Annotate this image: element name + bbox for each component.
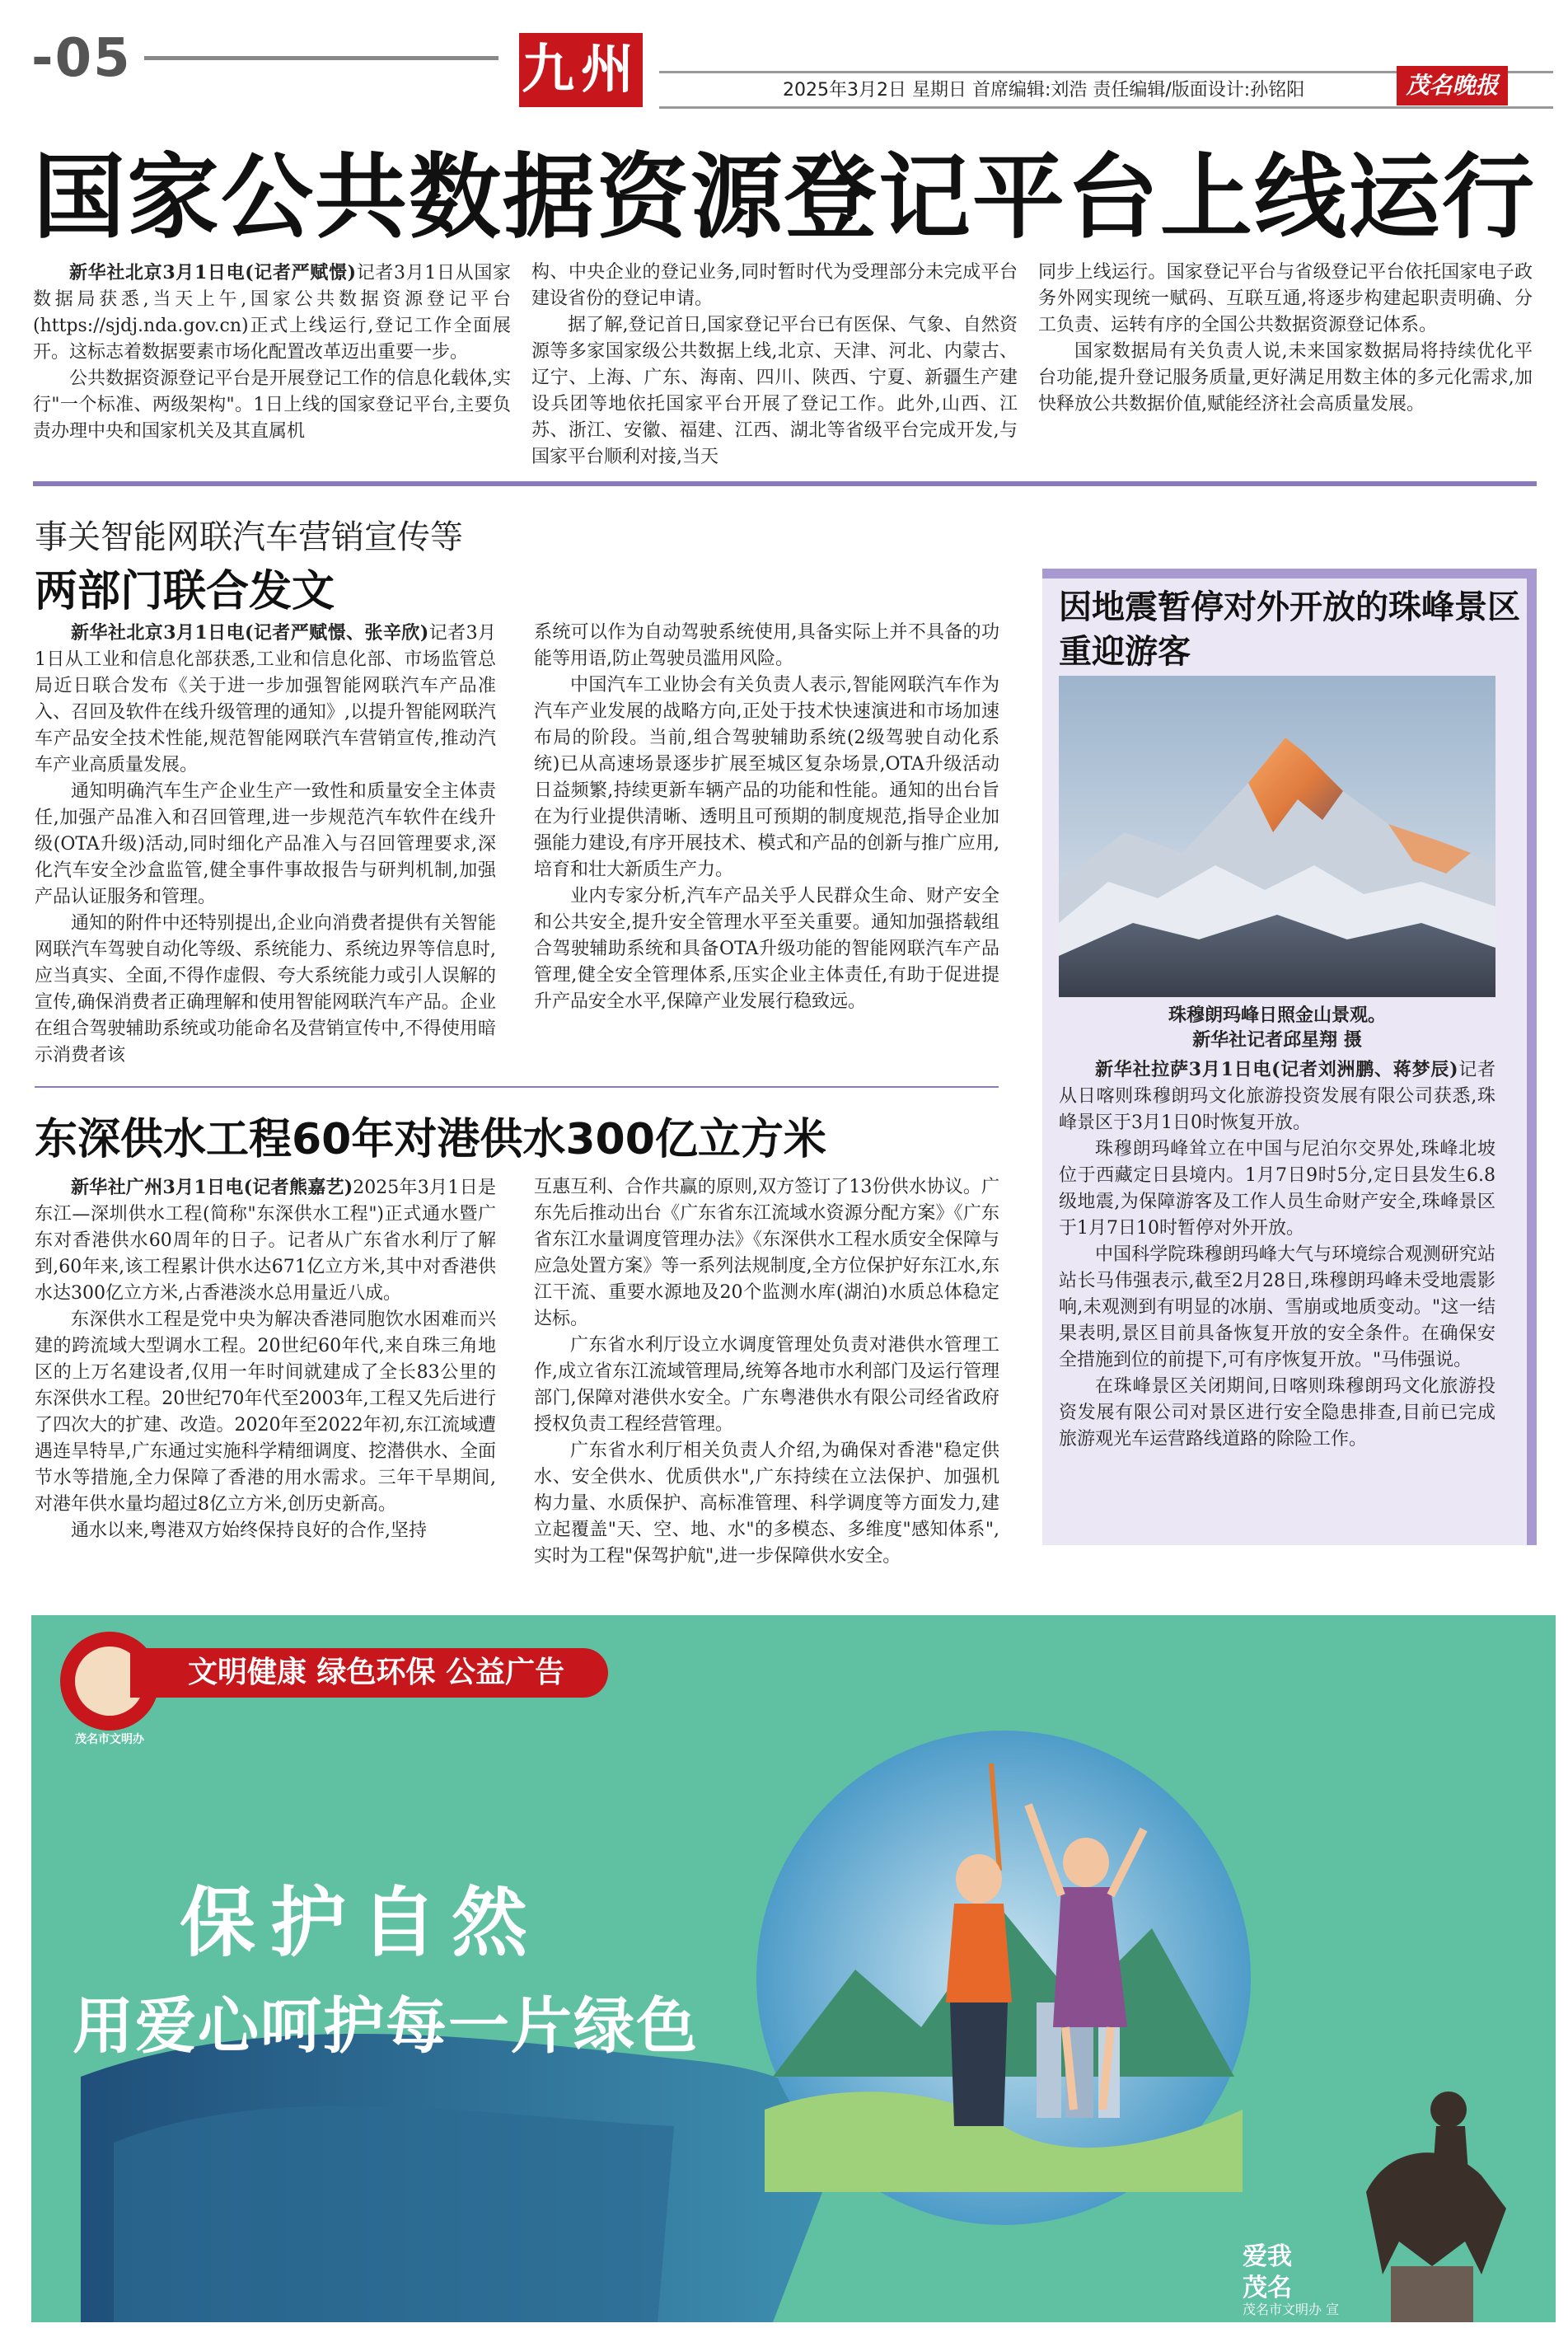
paragraph-text: 同步上线运行。国家登记平台与省级登记平台依托国家电子政务外网实现统一赋码、互联互通,将逐步构建起职责明确、分工负责、运转有序的全国公共数据资源登记体系。 (1038, 262, 1533, 335)
paragraph-text: 通知明确汽车生产企业生产一致性和质量安全主体责任,加强产品准入和召回管理,进一步规范汽车软件在线升级(OTA升级)活动,同时细化产品准入与召回管理要求,深化汽车安全沙盒监管,健全事件事故报告与研判机制,加强产品认证服务和管理。 (35, 781, 496, 907)
paragraph (35, 911, 496, 1069)
article-divider (35, 1086, 999, 1088)
sidebar-title: 因地震暂停对外开放的珠峰景区重迎游客 (1059, 588, 1520, 671)
paragraph (534, 1333, 999, 1438)
article2-col1 (35, 620, 496, 1069)
paragraph-text: 国家数据局有关负责人说,未来国家数据局将持续优化平台功能,提升登记服务质量,更好满足用数主体的多元化需求,加快释放公共数据价值,赋能经济社会高质量发展。 (1038, 341, 1533, 415)
photo-caption (1059, 1004, 1495, 1053)
paragraph (33, 366, 511, 445)
dateline: 新华社广州3月1日电(记者熊嘉艺) (71, 1177, 353, 1198)
article3-col1 (35, 1174, 496, 1544)
paragraph (35, 1174, 496, 1307)
paragraph-text: 公共数据资源登记平台是开展登记工作的信息化载体,实行"一个标准、两级架构"。1日上线的国家登记平台,主要负责办理中央和国家机关及其直属机 (33, 368, 511, 442)
section-badge: 九州 (519, 33, 643, 107)
main-headline: 国家公共数据资源登记平台上线运行 (33, 144, 1536, 251)
paragraph (35, 1518, 496, 1544)
paragraph (1038, 339, 1533, 418)
paragraph-text: 通水以来,粤港双方始终保持良好的合作,坚持 (71, 1520, 427, 1541)
paragraph (1038, 260, 1533, 339)
paragraph (1059, 1136, 1495, 1242)
article2-kicker: 事关智能网联汽车营销宣传等 (35, 518, 463, 556)
paragraph (534, 620, 999, 672)
public-service-ad (31, 1615, 1556, 2322)
ad-slogan: 爱我茂名 (1243, 2242, 1292, 2302)
issue-info: 2025年3月2日 星期日 首席编辑:刘浩 责任编辑/版面设计:孙铭阳 (783, 80, 1305, 101)
dateline: 新华社北京3月1日电(记者严赋憬) (69, 262, 357, 283)
paragraph-text: 互惠互利、合作共赢的原则,双方签订了13份供水协议。广东先后推动出台《广东省东江流域水资源分配方案》《广东省东江水量调度管理办法》《东深供水工程水质安全保障与应急处置方案》等一系列法规制度,全方位保护好东江水,东江干流、重要水源地及20个监测水库(湖泊)水质总体稳定达标。 (534, 1177, 999, 1329)
paragraph-text: 系统可以作为自动驾驶系统使用,具备实际上并不具备的功能等用语,防止驾驶员滥用风险。 (534, 622, 999, 669)
paragraph (33, 260, 511, 366)
paragraph-text: 在珠峰景区关闭期间,日喀则珠穆朗玛文化旅游投资发展有限公司对景区进行安全隐患排查,目前已完成旅游观光车运营路线道路的除险工作。 (1059, 1376, 1495, 1450)
paragraph-text: 中国汽车工业协会有关负责人表示,智能网联汽车作为汽车产业发展的战略方向,正处于技术快速演进和市场加速布局的阶段。当前,组合驾驶辅助系统(2级驾驶自动化系统)已从高速场景逐步扩展至城区复杂场景,OTA升级活动日益频繁,持续更新车辆产品的功能和性能。通知的出台旨在为行业提供清晰、透明且可预期的制度规范,指导企业加强能力建设,有序开展技术、模式和产品的创新与推广应用,培育和壮大新质生产力。 (534, 675, 999, 880)
article3-title: 东深供水工程60年对港供水300亿立方米 (35, 1115, 826, 1164)
ad-banner: 文明健康 绿色环保 公益广告 (130, 1648, 608, 1698)
paragraph (534, 1174, 999, 1333)
everest-photo (1059, 676, 1495, 997)
page-number: -05 (31, 28, 132, 89)
paragraph-text: 据了解,登记首日,国家登记平台已有医保、气象、自然资源等多家国家级公共数据上线,北京、天津、河北、内蒙古、辽宁、上海、广东、海南、四川、陕西、宁夏、新疆生产建设兵团等地依托国家平台开展了登记工作。此外,山西、江苏、浙江、安徽、福建、江西、湖北等省级平台完成开发,与国家平台顺利对接,当天 (531, 315, 1018, 467)
paragraph-text: 记者3月1日从国家数据局获悉,当天上午,国家公共数据资源登记平台(https://sjdj.nda.gov.cn)正式上线运行,登记工作全面展开。这标志着数据要素市场化配置改革迈出重要一步。 (33, 263, 512, 363)
paragraph (1059, 1374, 1495, 1453)
ad-headline: 保护自然 (180, 1879, 543, 1967)
paragraph-text: 通知的附件中还特别提出,企业向消费者提供有关智能网联汽车驾驶自动化等级、系统能力、系统边界等信息时,应当真实、全面,不得作虚假、夸大系统能力或引人误解的宣传,确保消费者正确理解和使用智能网联汽车产品。企业在组合驾驶辅助系统或功能命名及营销宣传中,不得使用暗示消费者该 (35, 913, 496, 1066)
article2-title: 两部门联合发文 (35, 567, 335, 616)
paragraph (35, 620, 496, 779)
sidebar-body (1059, 1056, 1495, 1453)
paragraph-text: 记者从日喀则珠穆朗玛文化旅游投资发展有限公司获悉,珠峰景区于3月1日0时恢复开放。 (1059, 1060, 1495, 1133)
article3-col2 (534, 1174, 999, 1570)
ad-subheadline: 用爱心呵护每一片绿色 (73, 1991, 699, 2062)
dateline: 新华社拉萨3月1日电(记者刘洲鹏、蒋梦辰) (1095, 1059, 1458, 1080)
paragraph (531, 260, 1018, 312)
header-rule (144, 56, 498, 60)
paragraph (534, 672, 999, 883)
paragraph-text: 业内专家分析,汽车产品关乎人民群众生命、财产安全和公共安全,提升安全管理水平至关重要。通知加强搭载组合驾驶辅助系统和具备OTA升级功能的智能网联汽车产品管理,健全安全管理体系,压实企业主体责任,有助于促进提升产品安全水平,保障产业发展行稳致远。 (534, 886, 999, 1012)
paragraph (1059, 1056, 1495, 1136)
paragraph-text: 中国科学院珠穆朗玛峰大气与环境综合观测研究站站长马伟强表示,截至2月28日,珠穆朗玛峰未受地震影响,未观测到有明显的冰崩、雪崩或地质变动。"这一结果表明,景区目前具备恢复开放的安全条件。在确保安全措施到位的前提下,可有序恢复开放。"马伟强说。 (1059, 1244, 1495, 1370)
paragraph-text: 广东省水利厅相关负责人介绍,为确保对香港"稳定供水、安全供水、优质供水",广东持续在立法保护、加强机构力量、水质保护、高标准管理、科学调度等方面发力,建立起覆盖"天、空、地、水"的多模态、多维度"感知体系",实时为工程"保驾护航",进一步保障供水安全。 (534, 1440, 999, 1567)
ad-issuer: 茂名市文明办 宣 (1243, 2302, 1340, 2317)
paragraph-text: 构、中央企业的登记业务,同时暂时代为受理部分未完成平台建设省份的登记申请。 (531, 262, 1018, 309)
paragraph-text: 广东省水利厅设立水调度管理处负责对港供水管理工作,成立省东江流域管理局,统筹各地市水利部门及运行管理部门,保障对港供水安全。广东粤港供水有限公司经省政府授权负责工程经营管理。 (534, 1335, 999, 1435)
paragraph-text: 记者3月1日从工业和信息化部获悉,工业和信息化部、市场监管总局近日联合发布《关于进一步加强智能网联汽车产品准入、召回及软件在线升级管理的通知》,以提升智能网联汽车产品安全技术性能,规范智能网联汽车营销宣传,推动汽车产业高质量发展。 (35, 623, 497, 775)
paragraph (1059, 1242, 1495, 1374)
newspaper-logo: 茂名晚报 (1397, 66, 1508, 105)
paragraph-text: 珠穆朗玛峰耸立在中国与尼泊尔交界处,珠峰北坡位于西藏定日县境内。1月7日9时5分,定日县发生6.8级地震,为保障游客及工作人员生命财产安全,珠峰景区于1月7日10时暂停对外开放。 (1059, 1139, 1495, 1239)
article1-col2 (531, 260, 1018, 471)
dateline: 新华社北京3月1日电(记者严赋憬、张辛欣) (71, 622, 429, 644)
emblem-label: 茂名市文明办 (75, 1733, 144, 1746)
paragraph (531, 312, 1018, 471)
photo-caption-line1: 珠穆朗玛峰日照金山景观。 (1168, 1005, 1386, 1026)
paragraph (35, 1307, 496, 1518)
section-divider (33, 481, 1537, 486)
paragraph-text: 2025年3月1日是东江—深圳供水工程(简称"东深供水工程")正式通水暨广东对香港供水60周年的日子。记者从广东省水利厅了解到,60年来,该工程累计供水达671亿立方米,其中对香港供水达300亿立方米,占香港淡水总用量近八成。 (35, 1178, 496, 1304)
paragraph (534, 883, 999, 1015)
photo-credit: 新华社记者邱星翔 摄 (1192, 1030, 1362, 1051)
article1-col1 (33, 260, 511, 445)
paragraph-text: 东深供水工程是党中央为解决香港同胞饮水困难而兴建的跨流域大型调水工程。20世纪60年代,来自珠三角地区的上万名建设者,仅用一年时间就建成了全长83公里的东深供水工程。20世纪70年代至2003年,工程又先后进行了四次大的扩建、改造。2020年至2022年初,东江流域遭遇连旱特旱,广东通过实施科学精细调度、挖潜供水、全面节水等措施,全力保障了香港的用水需求。三年干旱期间,对港年供水量均超过8亿立方米,创历史新高。 (35, 1309, 496, 1515)
article2-col2 (534, 620, 999, 1015)
article1-col3 (1038, 260, 1533, 418)
paragraph (534, 1438, 999, 1570)
paragraph (35, 779, 496, 911)
